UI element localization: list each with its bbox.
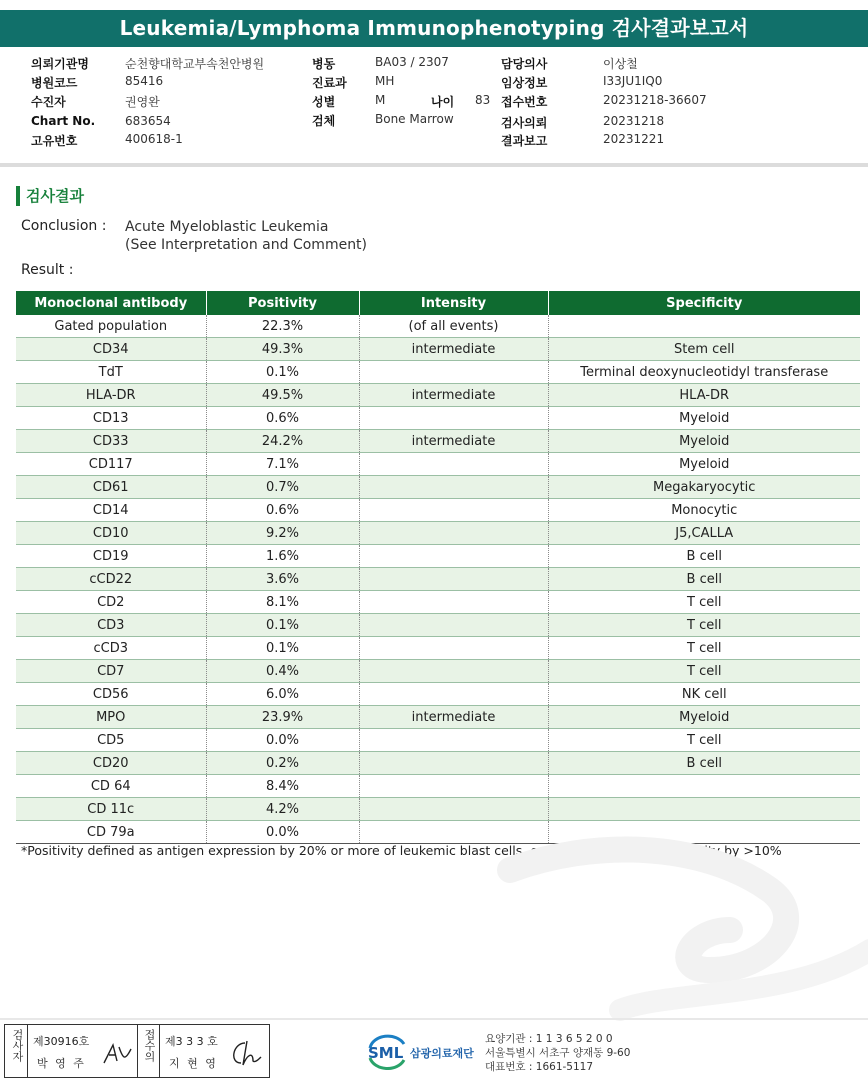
table-row (16, 453, 860, 476)
tester-label: 검사자 (11, 1029, 24, 1062)
report-title: Leukemia/Lymphoma Immunophenotyping 검사결과보고서 (0, 10, 868, 47)
cell-intensity (359, 637, 548, 660)
cell-antibody: CD56 (16, 683, 206, 706)
cell-antibody: CD5 (16, 729, 206, 752)
cell-specificity: Monocytic (548, 499, 860, 522)
cell-specificity: Stem cell (548, 338, 860, 361)
cell-intensity (359, 752, 548, 775)
table-row (16, 614, 860, 637)
table-row (16, 384, 860, 407)
table-row (16, 545, 860, 568)
info-value: M (375, 93, 386, 107)
org-phone: 대표번호 : 1661-5117 (485, 1061, 594, 1073)
cell-antibody: CD7 (16, 660, 206, 683)
footnote: *Positivity defined as antigen expression by 20% or more of leukemic blast cells, except TdT and MPO positivity by >10% (21, 843, 782, 858)
cell-positivity: 1.6% (206, 545, 359, 568)
cell-specificity: Terminal deoxynucleotidyl transferase (548, 361, 860, 384)
cell-intensity (359, 499, 548, 522)
info-value: 이상철 (603, 57, 638, 71)
cell-positivity: 3.6% (206, 568, 359, 591)
cell-intensity (359, 729, 548, 752)
info-label: 담당의사 (501, 57, 548, 71)
cell-intensity (359, 453, 548, 476)
receiver-signature-icon (227, 1037, 265, 1069)
age-label: 나이 (431, 95, 455, 109)
table-row (16, 407, 860, 430)
table-row (16, 683, 860, 706)
table-row (16, 729, 860, 752)
cell-positivity: 22.3% (206, 315, 359, 338)
receiver-name: 지 현 영 (169, 1057, 218, 1070)
info-value: 683654 (125, 114, 171, 128)
cell-intensity (359, 545, 548, 568)
cell-specificity: Myeloid (548, 706, 860, 729)
receiver-number: 제3 3 3 호 (165, 1035, 218, 1048)
table-header-row (16, 291, 860, 315)
info-value: 85416 (125, 74, 164, 88)
info-value: 순천향대학교부속천안병원 (125, 57, 265, 71)
logo-text: SML (368, 1044, 404, 1062)
divider (0, 163, 868, 167)
cell-positivity: 8.4% (206, 775, 359, 798)
info-value: 20231218-36607 (603, 93, 707, 107)
result-label: Result : (21, 262, 74, 278)
header-positivity: Positivity (206, 291, 359, 315)
cell-positivity: 7.1% (206, 453, 359, 476)
cell-antibody: CD10 (16, 522, 206, 545)
table-row (16, 338, 860, 361)
info-label: 임상정보 (501, 76, 548, 90)
tester-number: 제30916호 (33, 1035, 90, 1048)
cell-positivity: 49.3% (206, 338, 359, 361)
tester-signature-icon (101, 1039, 135, 1069)
footer-divider (0, 1018, 868, 1020)
cell-antibody: cCD3 (16, 637, 206, 660)
org-code: 요양기관 : 1 1 3 6 5 2 0 0 (485, 1033, 613, 1045)
signature-box (4, 1024, 270, 1078)
cell-antibody: Gated population (16, 315, 206, 338)
cell-positivity: 0.2% (206, 752, 359, 775)
table-row (16, 499, 860, 522)
cell-antibody: CD 11c (16, 798, 206, 821)
cell-specificity: B cell (548, 568, 860, 591)
cell-intensity: intermediate (359, 430, 548, 453)
cell-positivity: 0.0% (206, 729, 359, 752)
info-label: 결과보고 (501, 134, 548, 148)
table-row (16, 775, 860, 798)
cell-specificity: HLA-DR (548, 384, 860, 407)
info-value: 20231221 (603, 132, 665, 146)
cell-antibody: CD61 (16, 476, 206, 499)
table-row (16, 706, 860, 729)
info-label: 고유번호 (31, 134, 78, 148)
cell-specificity: NK cell (548, 683, 860, 706)
cell-antibody: MPO (16, 706, 206, 729)
cell-positivity: 0.1% (206, 361, 359, 384)
conclusion-note: (See Interpretation and Comment) (125, 237, 368, 253)
header-specificity: Specificity (548, 291, 860, 315)
cell-intensity: (of all events) (359, 315, 548, 338)
cell-positivity: 0.1% (206, 614, 359, 637)
cell-antibody: cCD22 (16, 568, 206, 591)
cell-antibody: CD13 (16, 407, 206, 430)
cell-specificity: Myeloid (548, 430, 860, 453)
cell-specificity: J5,CALLA (548, 522, 860, 545)
cell-intensity (359, 568, 548, 591)
cell-intensity: intermediate (359, 338, 548, 361)
cell-intensity: intermediate (359, 706, 548, 729)
info-value: MH (375, 74, 395, 88)
info-label: 병동 (312, 57, 336, 71)
cell-specificity (548, 798, 860, 821)
cell-antibody: CD33 (16, 430, 206, 453)
cell-intensity (359, 522, 548, 545)
org-location: 서울특별시 서초구 양재동 9-60 (485, 1047, 631, 1059)
info-label: 의뢰기관명 (31, 57, 89, 71)
table-row (16, 430, 860, 453)
conclusion-value (125, 218, 367, 254)
info-label: 병원코드 (31, 76, 78, 90)
info-value: 권영완 (125, 95, 160, 109)
conclusion-diagnosis: Acute Myeloblastic Leukemia (125, 219, 329, 235)
cell-specificity: B cell (548, 752, 860, 775)
header-antibody: Monoclonal antibody (16, 291, 206, 315)
cell-intensity (359, 591, 548, 614)
cell-antibody: CD2 (16, 591, 206, 614)
cell-specificity: Myeloid (548, 407, 860, 430)
cell-positivity: 0.6% (206, 499, 359, 522)
cell-intensity (359, 614, 548, 637)
cell-specificity: T cell (548, 637, 860, 660)
table-row (16, 361, 860, 384)
cell-antibody: TdT (16, 361, 206, 384)
watermark-logo (470, 830, 868, 1030)
cell-antibody: CD 64 (16, 775, 206, 798)
cell-antibody: CD19 (16, 545, 206, 568)
cell-intensity (359, 683, 548, 706)
info-label: 수진자 (31, 95, 66, 109)
info-label: 진료과 (312, 76, 347, 90)
info-label: Chart No. (31, 114, 96, 128)
cell-specificity: Megakaryocytic (548, 476, 860, 499)
cell-antibody: CD117 (16, 453, 206, 476)
table-row (16, 568, 860, 591)
cell-specificity (548, 315, 860, 338)
cell-positivity: 0.1% (206, 637, 359, 660)
info-label: 검체 (312, 114, 336, 128)
cell-positivity: 23.9% (206, 706, 359, 729)
info-value: BA03 / 2307 (375, 55, 449, 69)
header-intensity: Intensity (359, 291, 548, 315)
cell-antibody: CD3 (16, 614, 206, 637)
cell-positivity: 24.2% (206, 430, 359, 453)
cell-specificity: T cell (548, 660, 860, 683)
cell-positivity: 6.0% (206, 683, 359, 706)
patient-info (0, 55, 868, 155)
info-label: 성별 (312, 95, 336, 109)
info-label: 검사의뢰 (501, 116, 548, 130)
cell-specificity: Myeloid (548, 453, 860, 476)
cell-intensity (359, 660, 548, 683)
logo-name: 삼광의료재단 (410, 1047, 474, 1060)
cell-positivity: 8.1% (206, 591, 359, 614)
org-address (485, 1032, 630, 1074)
conclusion-label: Conclusion : (21, 218, 107, 234)
cell-positivity: 9.2% (206, 522, 359, 545)
cell-antibody: CD34 (16, 338, 206, 361)
cell-positivity: 0.6% (206, 407, 359, 430)
cell-intensity (359, 361, 548, 384)
cell-antibody: HLA-DR (16, 384, 206, 407)
info-value: 20231218 (603, 114, 665, 128)
table-row (16, 476, 860, 499)
cell-intensity: intermediate (359, 384, 548, 407)
cell-specificity: T cell (548, 729, 860, 752)
table-row (16, 522, 860, 545)
table-row (16, 315, 860, 338)
cell-specificity: T cell (548, 591, 860, 614)
info-value: I33JU1IQ0 (603, 74, 663, 88)
info-value: Bone Marrow (375, 112, 454, 126)
table-row (16, 660, 860, 683)
sml-logo (366, 1030, 486, 1070)
cell-positivity: 49.5% (206, 384, 359, 407)
cell-antibody: CD14 (16, 499, 206, 522)
cell-positivity: 4.2% (206, 798, 359, 821)
cell-positivity: 0.4% (206, 660, 359, 683)
cell-intensity (359, 775, 548, 798)
results-table (16, 291, 860, 844)
age-value: 83 (475, 93, 491, 107)
table-row (16, 752, 860, 775)
cell-positivity: 0.7% (206, 476, 359, 499)
cell-specificity: B cell (548, 545, 860, 568)
cell-antibody: CD20 (16, 752, 206, 775)
table-row (16, 591, 860, 614)
tester-name: 박 영 주 (37, 1057, 86, 1070)
cell-antibody: CD 79a (16, 821, 206, 844)
cell-positivity: 0.0% (206, 821, 359, 844)
receiver-label: 접수의 (143, 1029, 156, 1062)
table-row (16, 798, 860, 821)
cell-intensity (359, 407, 548, 430)
cell-intensity (359, 476, 548, 499)
info-label: 접수번호 (501, 95, 548, 109)
cell-intensity (359, 798, 548, 821)
section-title: 검사결과 (16, 186, 84, 206)
table-row (16, 637, 860, 660)
info-value: 400618-1 (125, 132, 183, 146)
cell-specificity (548, 775, 860, 798)
cell-specificity: T cell (548, 614, 860, 637)
